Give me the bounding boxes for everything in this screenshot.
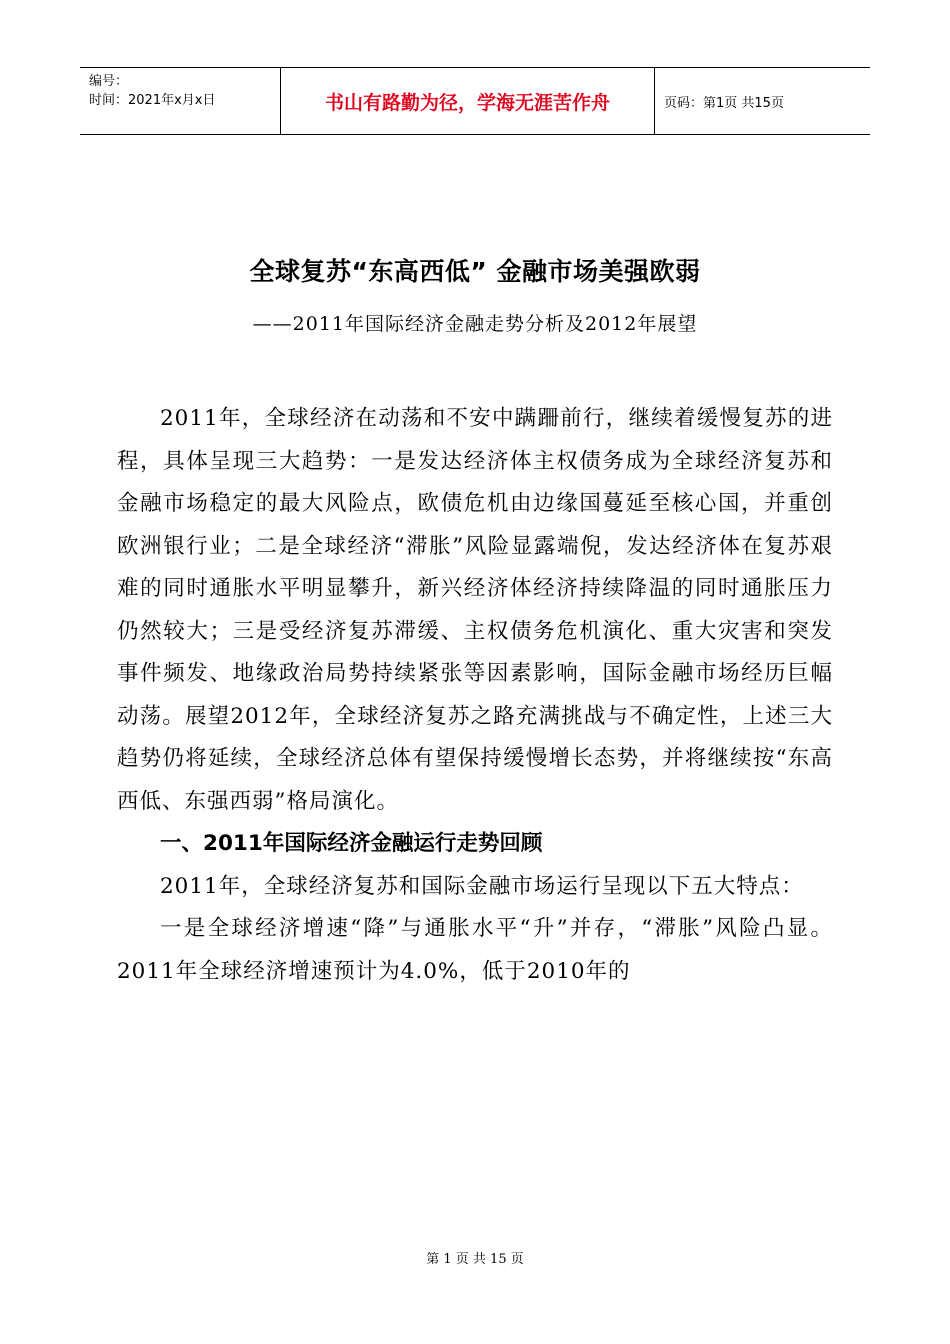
header-table: [80, 67, 870, 135]
header-page-cell: [655, 68, 870, 134]
document-subtitle: ——2011年国际经济金融走势分析及2012年展望: [252, 313, 698, 335]
page-footer: 第 1 页 共 15 页: [426, 1252, 524, 1267]
document-number-label: 编号：: [89, 74, 129, 89]
body-paragraph: 2011年，全球经济在动荡和不安中蹒跚前行，继续着缓慢复苏的进程，具体呈现三大趋势：一是发达经济体主权债务成为全球经济复苏和金融市场稳定的最大风险点，欧债危机由边缘国蔓延至核心国，并重创欧洲银行业；二是全球经济“滞胀”风险显露端倪，发达经济体在复苏艰难的同时通胀水平明显攀升，新兴经济体经济持续降温的同时通胀压力仍然较大；三是受经济复苏滞缓、主权债务危机演化、重大灾害和突发事件频发、地缘政治局势持续紧张等因素影响，国际金融市场经历巨幅动荡。展望2012年，全球经济复苏之路充满挑战与不确定性，上述三大趋势仍将延续，全球经济总体有望保持缓慢增长态势，并将继续按“东高西低、东强西弱”格局演化。: [117, 406, 833, 814]
header-motto-cell: [281, 68, 655, 134]
header-motto: 书山有路勤为径，学海无涯苦作舟: [324, 91, 610, 114]
body-paragraph: 一是全球经济增速“降”与通胀水平“升”并存，“滞胀”风险凸显。2011年全球经济增速预计为4.0%，低于2010年的: [117, 916, 833, 984]
document-title: 全球复苏“东高西低” 金融市场美强欧弱: [249, 257, 701, 286]
document-body: [117, 398, 833, 993]
section-heading: 一、2011年国际经济金融运行走势回顾: [160, 831, 543, 856]
header-page-code: 页码：第1页 共15页: [664, 95, 784, 111]
body-paragraph: 2011年，全球经济复苏和国际金融市场运行呈现以下五大特点：: [160, 873, 804, 899]
header-meta-cell: [80, 68, 281, 134]
document-time-label: 时间：2021年x月x日: [89, 93, 216, 108]
